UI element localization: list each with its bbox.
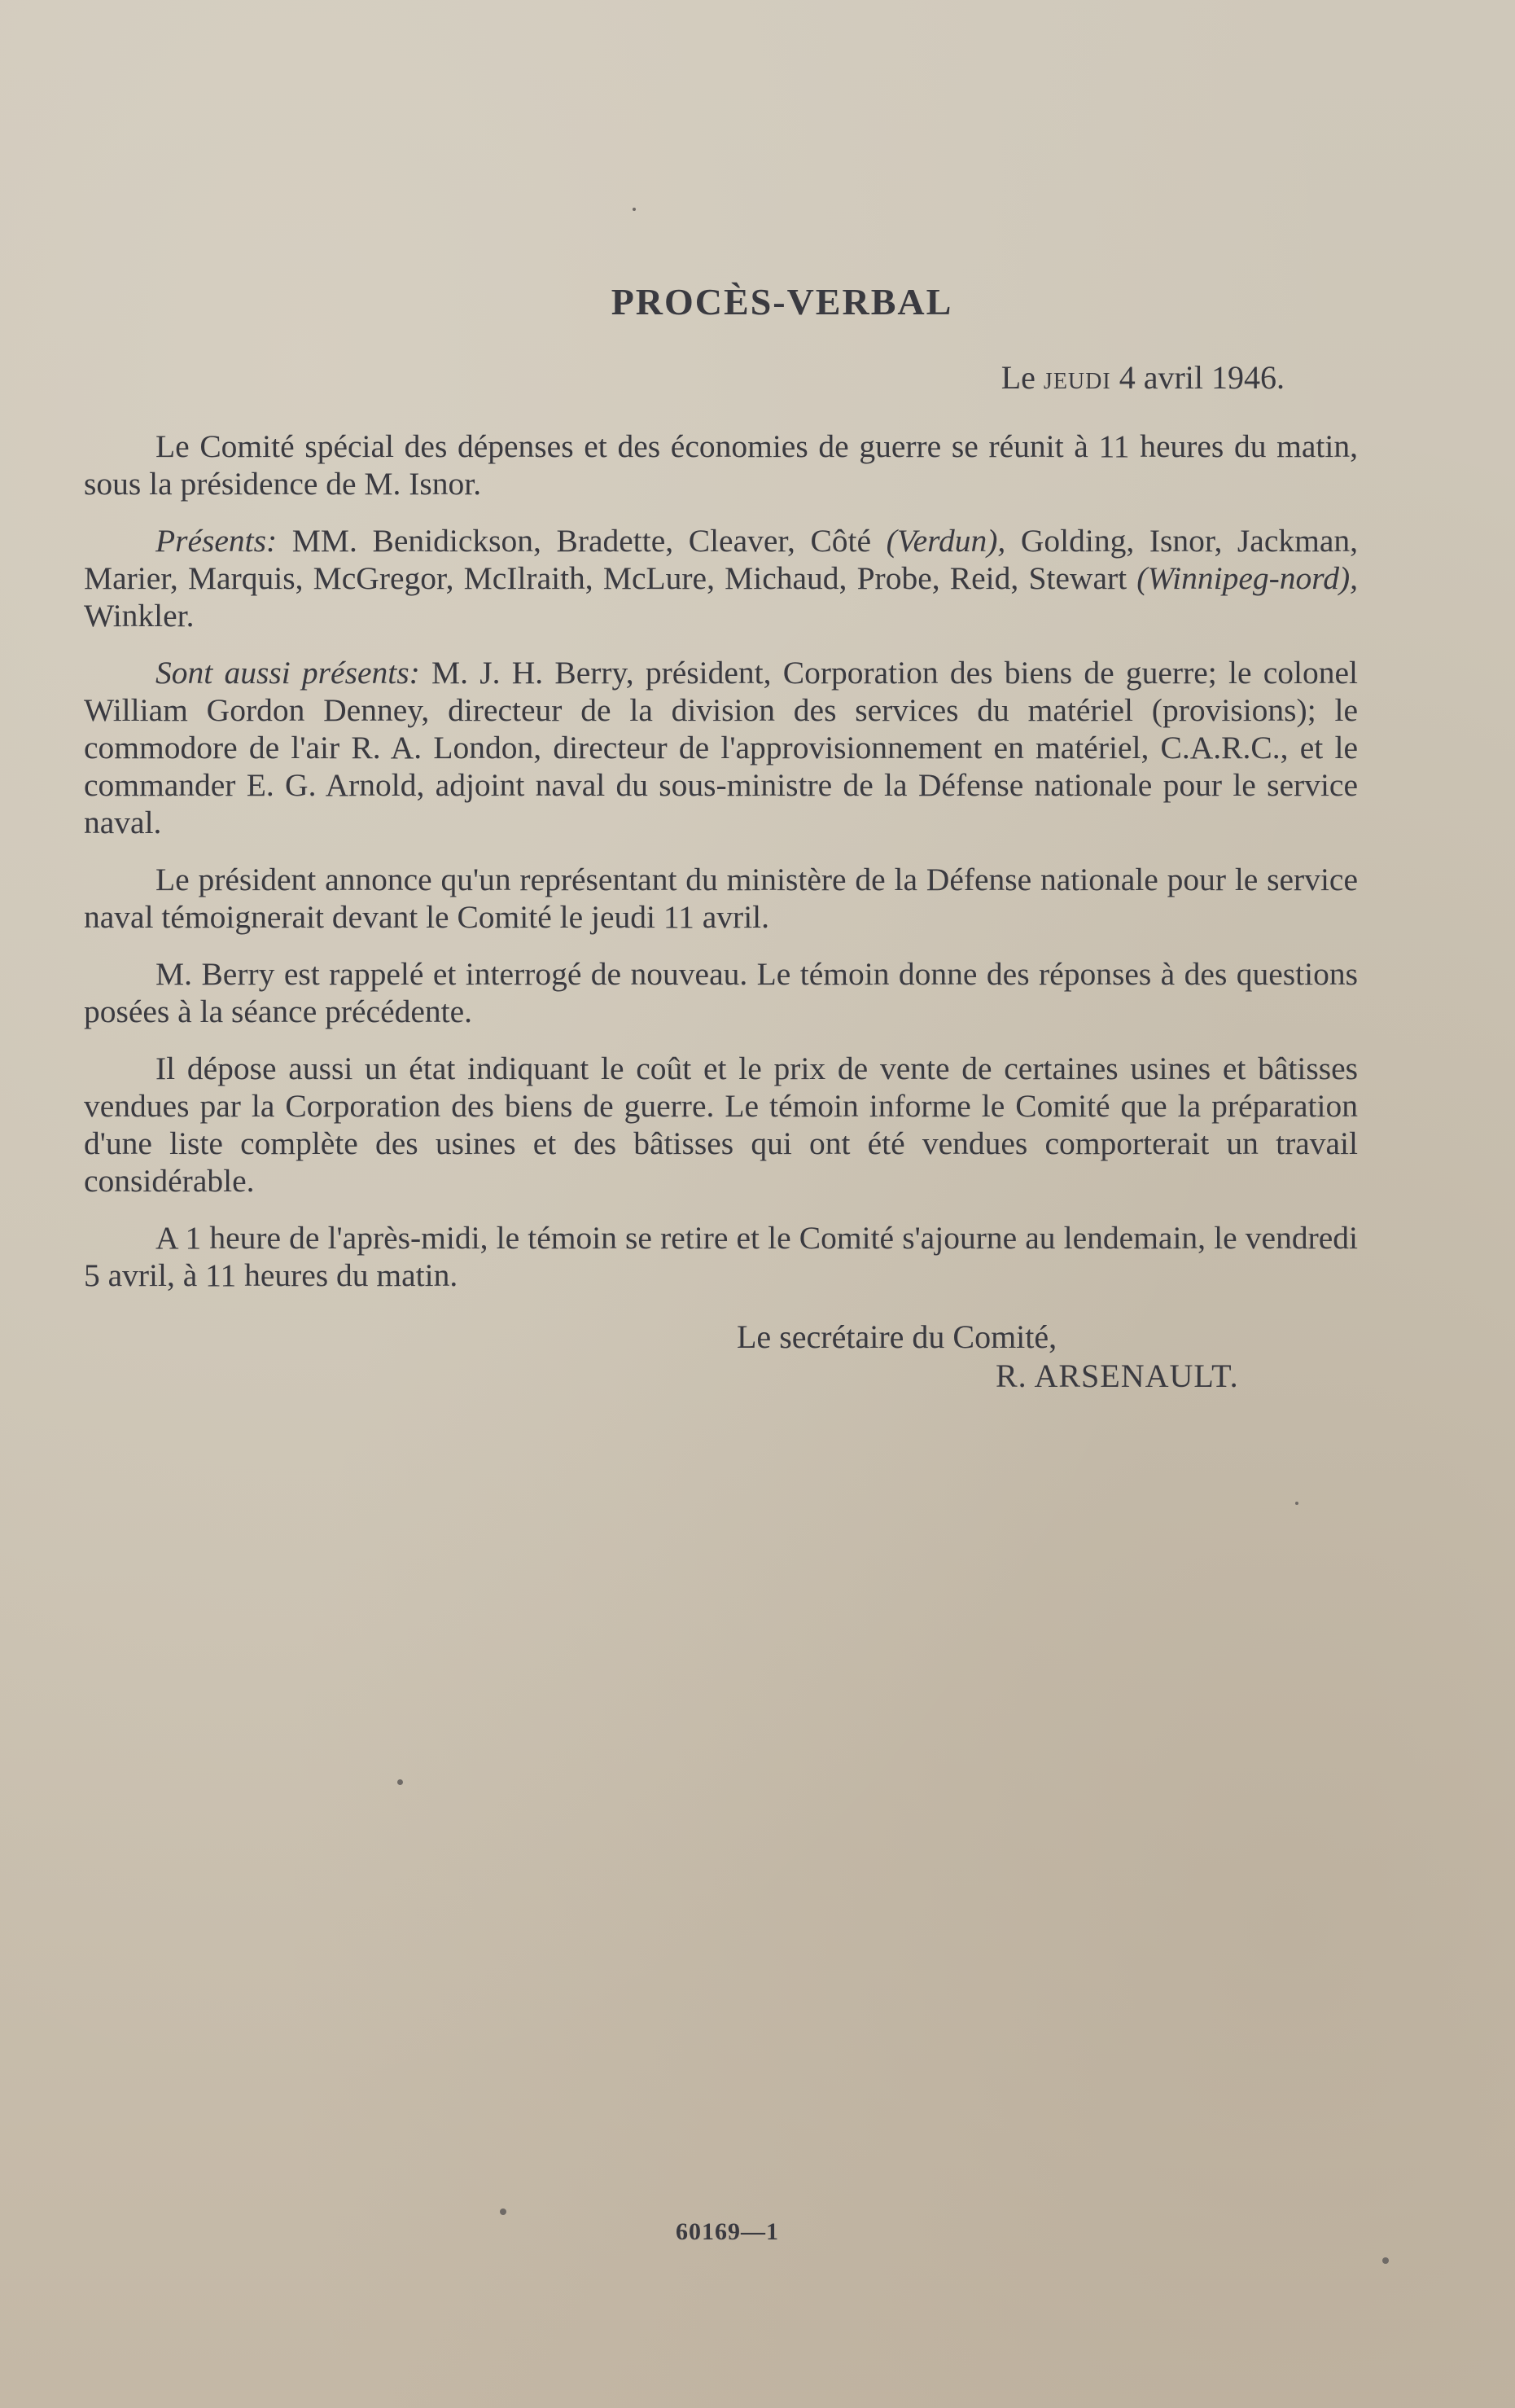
present-label: Présents:	[155, 523, 278, 559]
paragraph-opening: Le Comité spécial des dépenses et des économies de guerre se réunit à 11 heures du matin, sous la présidence de M. Isnor.	[84, 428, 1358, 502]
present-italic-b: (Winnipeg-nord),	[1136, 560, 1358, 596]
date-rest: 4 avril 1946.	[1119, 359, 1285, 396]
present-text-c: Winkler.	[84, 598, 195, 634]
paragraph-adjournment: A 1 heure de l'après-midi, le témoin se retire et le Comité s'ajourne au lendemain, le vendredi 5 avril, à 11 heures du matin.	[84, 1220, 1358, 1293]
paper-speck	[500, 2208, 506, 2215]
also-present-text: M. J. H. Berry, président, Corporation des biens de guerre; le colonel William Gordon Denney, directeur de la division des services du matériel (provisions); le commodore de l'air R. A. London, directeur de l'approvisionnement en matériel, C.A.R.C., et le commander E. G. Arnold, adjoint naval du sous-ministre de la Défense nationale pour le service naval.	[84, 655, 1358, 840]
present-italic-a: (Verdun),	[886, 523, 1006, 559]
signature-name: R. ARSENAULT.	[996, 1358, 1239, 1394]
date-weekday: jeudi	[1043, 359, 1111, 396]
paper-speck	[1382, 2257, 1389, 2264]
signature-role: Le secrétaire du Comité,	[737, 1318, 1057, 1355]
paper-speck	[1295, 1502, 1298, 1505]
date-prefix: Le	[1001, 359, 1036, 396]
paragraph-announcement: Le président annonce qu'un représentant du ministère de la Défense nationale pour le service naval témoignerait devant le Comité le jeudi 11 avril.	[84, 862, 1358, 935]
paragraph-statement-filed: Il dépose aussi un état indiquant le coût et le prix de vente de certaines usines et bâtisses vendues par la Corporation des biens de guerre. Le témoin informe le Comité que la préparation d'une liste complète des usines et des bâtisses qui ont été vendues comporterait un travail considérable.	[84, 1050, 1358, 1199]
minutes-body	[84, 428, 1358, 1314]
paragraph-present-members	[84, 522, 1358, 634]
paragraph-witness-recalled: M. Berry est rappelé et interrogé de nouveau. Le témoin donne des réponses à des questions posées à la séance précédente.	[84, 956, 1358, 1029]
signature-block	[737, 1318, 1239, 1396]
present-text-a: MM. Benidickson, Bradette, Cleaver, Côté	[277, 523, 887, 559]
also-present-label: Sont aussi présents:	[155, 655, 420, 691]
paper-speck	[633, 208, 636, 211]
page-title: PROCÈS-VERBAL	[611, 281, 953, 322]
meeting-date	[1001, 358, 1285, 397]
paragraph-also-present	[84, 654, 1358, 841]
page-folio: 60169—1	[676, 2218, 779, 2245]
present-text-b: Golding, Isnor, Jackman, Marier, Marquis, McGregor, McIlraith, McLure, Michaud, Probe, Reid, Stewart	[84, 523, 1358, 596]
paper-speck	[397, 1779, 403, 1785]
